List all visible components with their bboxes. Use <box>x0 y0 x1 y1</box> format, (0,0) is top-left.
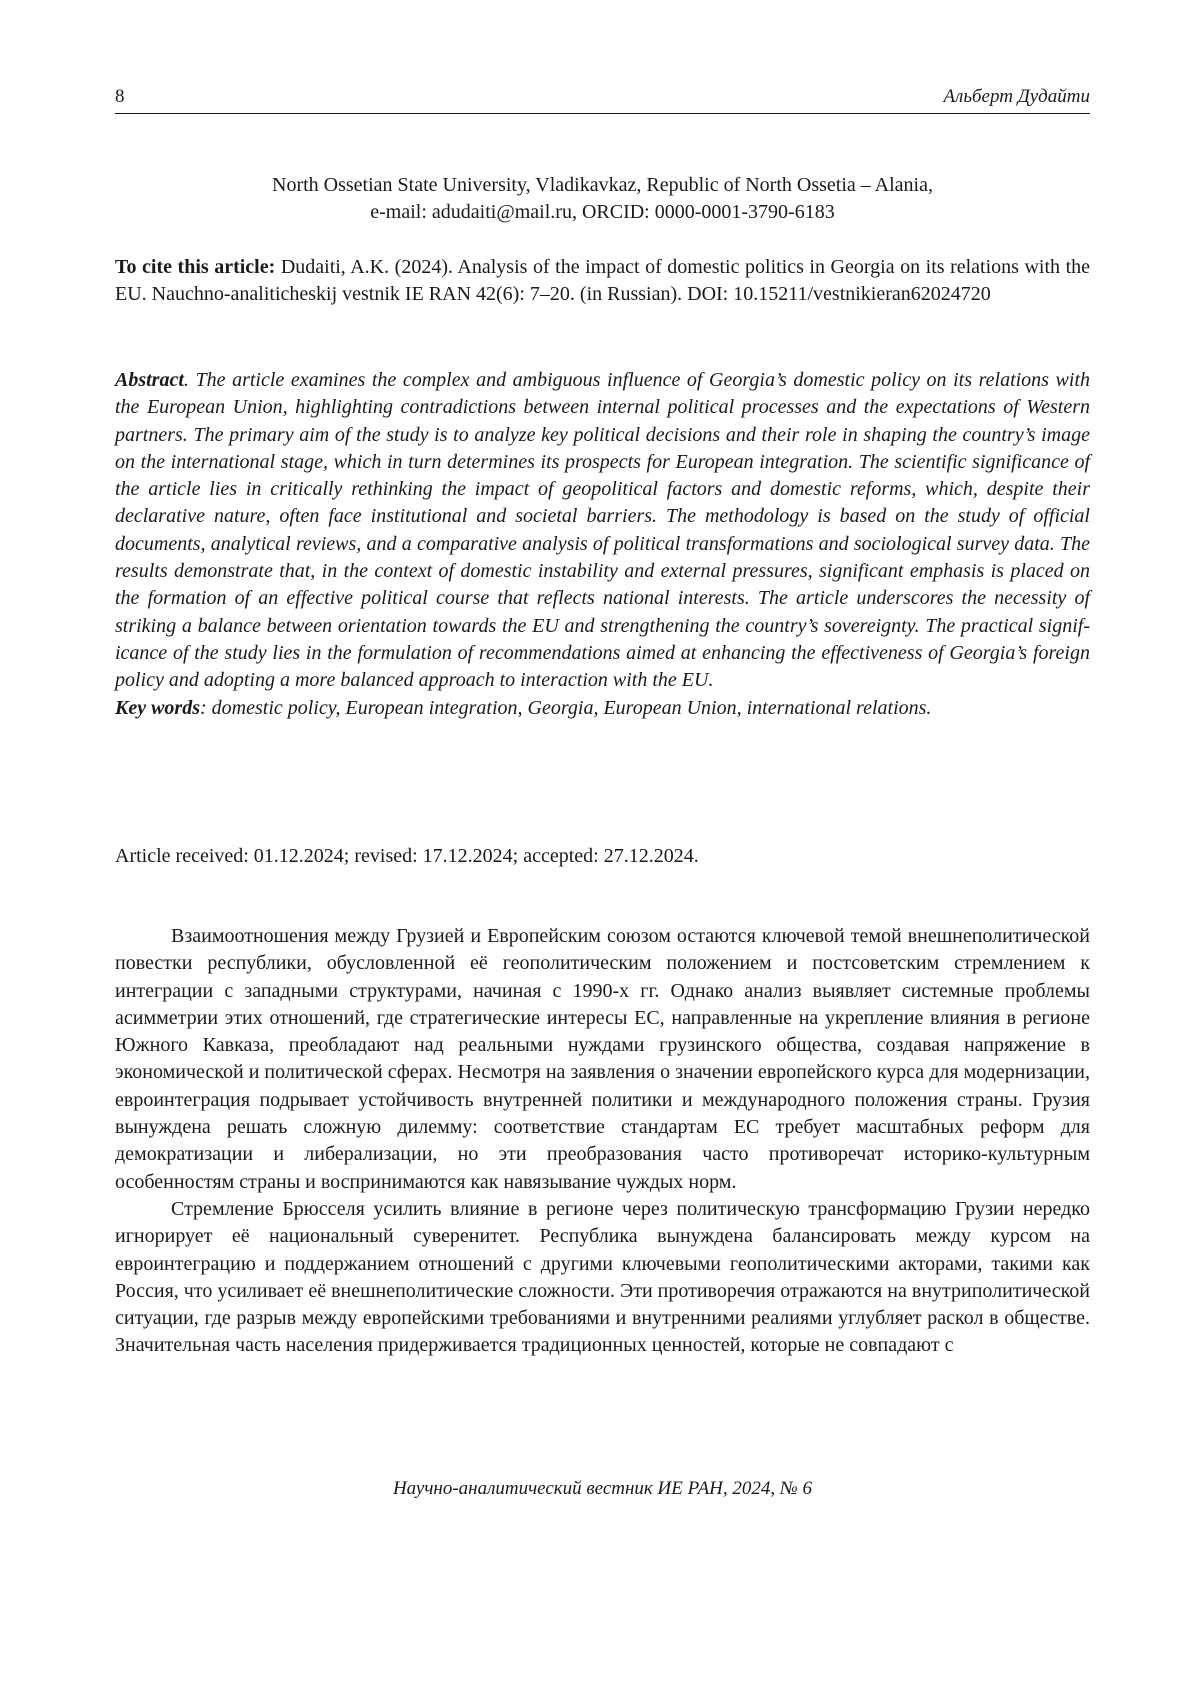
author-affiliation <box>115 172 1090 226</box>
affiliation-line: North Ossetian State University, Vladikavkaz, Republic of North Ossetia – Alania, <box>272 174 933 196</box>
body-paragraph: Взаимоотношения между Грузией и Европейским союзом остаются ключевой темой внешнеполитической повестки республики, обусловленной её геополитическим положением и постсоветским стремлением к интеграции с западными структурами, начиная с 1990-х гг. Однако анализ выявляет системные проблемы асимметрии этих отношений, где стратегические интересы ЕС, направленные на укрепление влияния в регионе Южного Кавказа, преобладают над реальными нуждами грузинского общества, создавая напряжение в экономической и политической сферах. Несмотря на заявления о значении европейского курса для модернизации, евроинтеграция подрывает устойчивость внутренней политики и международного положения страны. Грузия вынуждена решать сложную дилемму: соответствие стандартам ЕС требует масштабных реформ для демократизации и либерализации, но эти преобразования часто противоречат историко-культурным особенностям страны и воспринимаются как навязывание чуждых норм. <box>115 925 1090 1193</box>
running-author: Альберт Дудайти <box>943 86 1090 107</box>
citation-text: Dudaiti, A.K. (2024). Analysis of the impact of domestic politics in Georgia on its relations with the EU. Nauchno-analiticheskij vestnik IE RAN 42(6): 7–20. (in Russian). DOI: 10.15211/vestnikieran62024720 <box>115 256 1091 305</box>
affiliation-contact: e-mail: adudaiti@mail.ru, ORCID: 0000-0001-3790-6183 <box>370 201 835 223</box>
running-header <box>115 83 1090 114</box>
page-number: 8 <box>115 86 125 107</box>
keywords-label: Key words <box>115 696 200 719</box>
abstract-label: Abstract <box>115 369 184 391</box>
abstract-block <box>115 367 1090 722</box>
keywords-paragraph <box>115 695 1090 722</box>
article-dates: Article received: 01.12.2024; revised: 17.12.2024; accepted: 27.12.2024. <box>115 845 699 867</box>
journal-footer: Научно-аналитический вестник ИЕ РАН, 2024, № 6 <box>392 1478 813 1499</box>
citation-block <box>115 254 1090 308</box>
abstract-paragraph <box>115 367 1090 695</box>
citation-label: To cite this article: <box>115 256 276 278</box>
abstract-text: . The article examines the complex and ambiguous influence of Georgia’s domestic policy on its relations with the European Union, highlighting contradictions between internal political processes and the expectations of Western partners. The primary aim of the study is to analyze key political decisions and their role in shaping the country’s image on the international stage, which in turn determines its prospects for European integration. The scientific significance of the article lies in critically rethinking the impact of geopolitical factors and domestic reforms, which, despite their declarative nature, often face institutional and societal barriers. The methodology is based on the study of official documents, analytical reviews, and a comparative analysis of political transformations and sociological survey data. The results demonstrate that, in the context of domestic instability and external pressures, significant emphasis is placed on the formation of an effective political course that reflects national interests. The article underscores the necessity of striking a balance between orientation towards the EU and strengthening the country’s sovereignty. The practical significance of the study lies in the formulation of recommendations aimed at enhancing the effectiveness of Georgia’s foreign policy and adopting a more balanced approach to interaction with the EU. <box>115 369 1090 692</box>
article-body <box>115 923 1090 1360</box>
keywords-text: : domestic policy, European integration, Georgia, European Union, international relations. <box>200 696 932 719</box>
body-paragraph: Стремление Брюсселя усилить влияние в регионе через политическую трансформацию Грузии нередко игнорирует её национальный суверенитет. Республика вынуждена балансировать между курсом на евроинтеграцию и поддержанием отношений с другими ключевыми геополитическими акторами, такими как Россия, что усиливает её внешнеполитические сложности. Эти противоречия отражаются на внутриполитической ситуации, где разрыв между европейскими требованиями и внутренними реалиями углубляет раскол в обществе. Значительная часть населения придерживается традиционных ценностей, которые не совпадают с <box>115 1197 1090 1357</box>
